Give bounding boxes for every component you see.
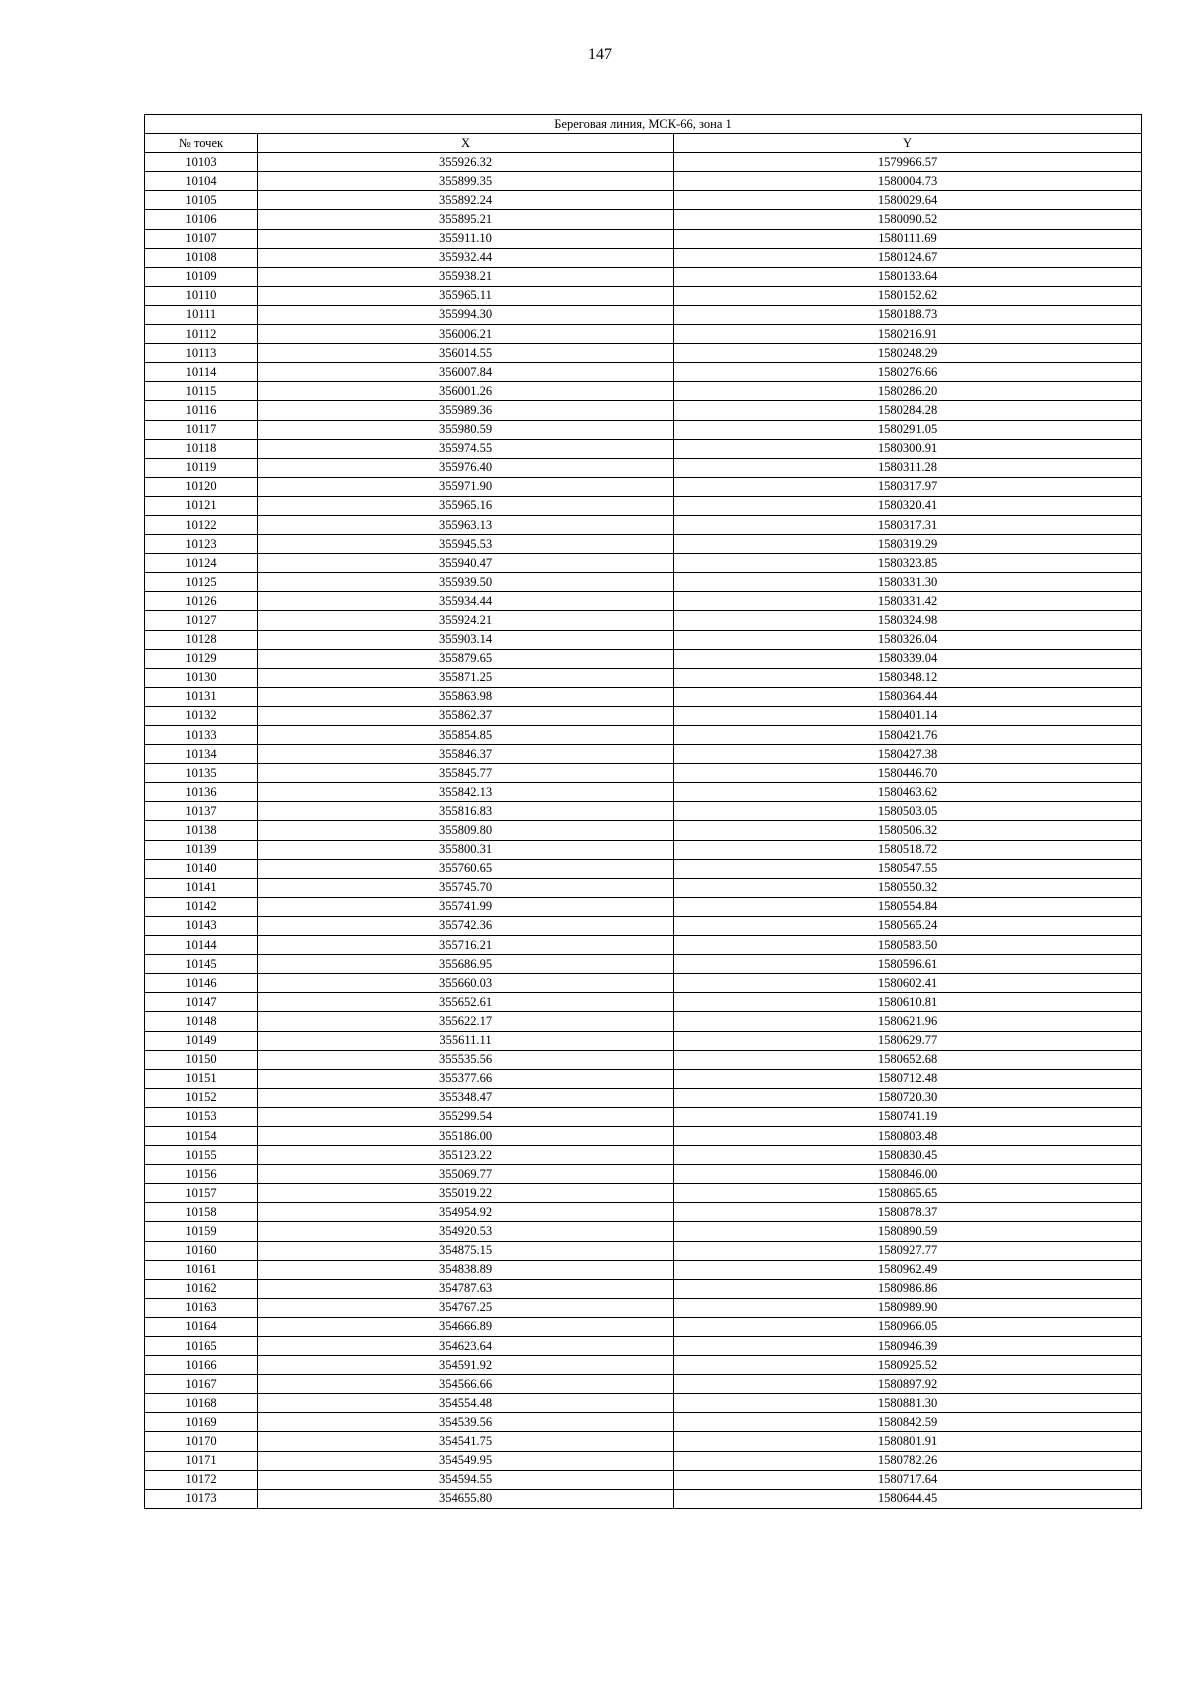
- point-number-cell: 10154: [145, 1126, 258, 1145]
- x-cell: 355123.22: [258, 1146, 674, 1165]
- y-cell: 1580878.37: [674, 1203, 1142, 1222]
- table-row: [145, 726, 1142, 745]
- table-row: [145, 1012, 1142, 1031]
- point-number-cell: 10156: [145, 1165, 258, 1184]
- point-number-cell: 10110: [145, 286, 258, 305]
- y-cell: 1580427.38: [674, 745, 1142, 764]
- x-cell: 355965.11: [258, 286, 674, 305]
- x-cell: 356007.84: [258, 363, 674, 382]
- y-cell: 1580741.19: [674, 1107, 1142, 1126]
- point-number-cell: 10150: [145, 1050, 258, 1069]
- point-number-cell: 10125: [145, 573, 258, 592]
- x-cell: 355742.36: [258, 916, 674, 935]
- x-cell: 355741.99: [258, 897, 674, 916]
- y-cell: 1580291.05: [674, 420, 1142, 439]
- x-cell: 355980.59: [258, 420, 674, 439]
- y-cell: 1580881.30: [674, 1394, 1142, 1413]
- y-cell: 1580596.61: [674, 955, 1142, 974]
- y-cell: 1580989.90: [674, 1298, 1142, 1317]
- table-row: [145, 764, 1142, 783]
- point-number-cell: 10120: [145, 477, 258, 496]
- x-cell: 355760.65: [258, 859, 674, 878]
- table-row: [145, 363, 1142, 382]
- y-cell: 1580319.29: [674, 535, 1142, 554]
- point-number-cell: 10109: [145, 267, 258, 286]
- table-row: [145, 477, 1142, 496]
- x-cell: 356001.26: [258, 382, 674, 401]
- x-cell: 355939.50: [258, 573, 674, 592]
- table-row: [145, 687, 1142, 706]
- table-row: [145, 554, 1142, 573]
- x-cell: 355938.21: [258, 267, 674, 286]
- table-row: [145, 535, 1142, 554]
- point-number-cell: 10162: [145, 1279, 258, 1298]
- table-caption: Береговая линия, МСК-66, зона 1: [145, 115, 1142, 134]
- y-cell: 1580421.76: [674, 726, 1142, 745]
- x-cell: 355377.66: [258, 1069, 674, 1088]
- table-row: [145, 1432, 1142, 1451]
- table-row: [145, 916, 1142, 935]
- x-cell: 355299.54: [258, 1107, 674, 1126]
- table-row: [145, 153, 1142, 172]
- point-number-cell: 10141: [145, 878, 258, 897]
- point-number-cell: 10142: [145, 897, 258, 916]
- y-cell: 1580503.05: [674, 802, 1142, 821]
- y-cell: 1580652.68: [674, 1050, 1142, 1069]
- y-cell: 1580004.73: [674, 172, 1142, 191]
- y-cell: 1580801.91: [674, 1432, 1142, 1451]
- x-cell: 355716.21: [258, 936, 674, 955]
- x-cell: 355686.95: [258, 955, 674, 974]
- x-cell: 355974.55: [258, 439, 674, 458]
- point-number-cell: 10135: [145, 764, 258, 783]
- table-row: [145, 172, 1142, 191]
- x-cell: 355895.21: [258, 210, 674, 229]
- point-number-cell: 10108: [145, 248, 258, 267]
- point-number-cell: 10146: [145, 974, 258, 993]
- table-row: [145, 210, 1142, 229]
- table-row: [145, 1050, 1142, 1069]
- table-row: [145, 1126, 1142, 1145]
- x-cell: 354591.92: [258, 1356, 674, 1375]
- x-cell: 355940.47: [258, 554, 674, 573]
- table-row: [145, 248, 1142, 267]
- y-cell: 1580962.49: [674, 1260, 1142, 1279]
- point-number-cell: 10166: [145, 1356, 258, 1375]
- y-cell: 1580946.39: [674, 1337, 1142, 1356]
- point-number-cell: 10136: [145, 783, 258, 802]
- y-cell: 1580276.66: [674, 363, 1142, 382]
- x-cell: 355622.17: [258, 1012, 674, 1031]
- point-number-cell: 10115: [145, 382, 258, 401]
- x-cell: 355535.56: [258, 1050, 674, 1069]
- point-number-cell: 10153: [145, 1107, 258, 1126]
- table-row: [145, 344, 1142, 363]
- x-cell: 354549.95: [258, 1451, 674, 1470]
- x-cell: 354666.89: [258, 1317, 674, 1336]
- point-number-cell: 10133: [145, 726, 258, 745]
- y-cell: 1580890.59: [674, 1222, 1142, 1241]
- table-row: [145, 1069, 1142, 1088]
- table-row: [145, 1317, 1142, 1336]
- point-number-cell: 10163: [145, 1298, 258, 1317]
- y-cell: 1580925.52: [674, 1356, 1142, 1375]
- y-cell: 1580331.30: [674, 573, 1142, 592]
- coordinates-table: [144, 114, 1142, 1509]
- table-row: [145, 955, 1142, 974]
- x-cell: 355963.13: [258, 515, 674, 534]
- point-number-cell: 10112: [145, 325, 258, 344]
- point-number-cell: 10170: [145, 1432, 258, 1451]
- point-number-cell: 10155: [145, 1146, 258, 1165]
- x-cell: 356006.21: [258, 325, 674, 344]
- y-cell: 1580712.48: [674, 1069, 1142, 1088]
- table-row: [145, 1146, 1142, 1165]
- table-row: [145, 1165, 1142, 1184]
- point-number-cell: 10126: [145, 592, 258, 611]
- x-cell: 355863.98: [258, 687, 674, 706]
- point-number-cell: 10105: [145, 191, 258, 210]
- y-cell: 1580317.97: [674, 477, 1142, 496]
- table-body: [145, 153, 1142, 1509]
- point-number-cell: 10169: [145, 1413, 258, 1432]
- x-cell: 354767.25: [258, 1298, 674, 1317]
- y-cell: 1580133.64: [674, 267, 1142, 286]
- point-number-cell: 10147: [145, 993, 258, 1012]
- y-cell: 1580090.52: [674, 210, 1142, 229]
- y-cell: 1580311.28: [674, 458, 1142, 477]
- table-row: [145, 1375, 1142, 1394]
- y-cell: 1580565.24: [674, 916, 1142, 935]
- table-row: [145, 1260, 1142, 1279]
- y-cell: 1580339.04: [674, 649, 1142, 668]
- table-row: [145, 706, 1142, 725]
- point-number-cell: 10143: [145, 916, 258, 935]
- x-cell: 355845.77: [258, 764, 674, 783]
- header-y: Y: [674, 134, 1142, 153]
- point-number-cell: 10122: [145, 515, 258, 534]
- point-number-cell: 10152: [145, 1088, 258, 1107]
- x-cell: 354539.56: [258, 1413, 674, 1432]
- point-number-cell: 10159: [145, 1222, 258, 1241]
- header-x: X: [258, 134, 674, 153]
- table-row: [145, 668, 1142, 687]
- y-cell: 1580348.12: [674, 668, 1142, 687]
- y-cell: 1580629.77: [674, 1031, 1142, 1050]
- point-number-cell: 10138: [145, 821, 258, 840]
- table-row: [145, 305, 1142, 324]
- y-cell: 1580842.59: [674, 1413, 1142, 1432]
- point-number-cell: 10123: [145, 535, 258, 554]
- x-cell: 356014.55: [258, 344, 674, 363]
- table-row: [145, 859, 1142, 878]
- table-row: [145, 1394, 1142, 1413]
- table-row: [145, 802, 1142, 821]
- page-number: 147: [588, 46, 612, 63]
- x-cell: 355976.40: [258, 458, 674, 477]
- x-cell: 355899.35: [258, 172, 674, 191]
- point-number-cell: 10131: [145, 687, 258, 706]
- point-number-cell: 10124: [145, 554, 258, 573]
- point-number-cell: 10113: [145, 344, 258, 363]
- table-row: [145, 1451, 1142, 1470]
- y-cell: 1580248.29: [674, 344, 1142, 363]
- y-cell: 1580621.96: [674, 1012, 1142, 1031]
- table-row: [145, 325, 1142, 344]
- y-cell: 1580331.42: [674, 592, 1142, 611]
- x-cell: 354655.80: [258, 1489, 674, 1508]
- x-cell: 354954.92: [258, 1203, 674, 1222]
- y-cell: 1580803.48: [674, 1126, 1142, 1145]
- table-row: [145, 401, 1142, 420]
- table-row: [145, 783, 1142, 802]
- point-number-cell: 10116: [145, 401, 258, 420]
- x-cell: 354566.66: [258, 1375, 674, 1394]
- y-cell: 1580602.41: [674, 974, 1142, 993]
- point-number-cell: 10117: [145, 420, 258, 439]
- table-row: [145, 1356, 1142, 1375]
- point-number-cell: 10127: [145, 611, 258, 630]
- x-cell: 355745.70: [258, 878, 674, 897]
- table-row: [145, 630, 1142, 649]
- x-cell: 355932.44: [258, 248, 674, 267]
- x-cell: 355911.10: [258, 229, 674, 248]
- point-number-cell: 10167: [145, 1375, 258, 1394]
- y-cell: 1580446.70: [674, 764, 1142, 783]
- table-row: [145, 1413, 1142, 1432]
- table-row: [145, 592, 1142, 611]
- table-row: [145, 439, 1142, 458]
- point-number-cell: 10161: [145, 1260, 258, 1279]
- x-cell: 355809.80: [258, 821, 674, 840]
- y-cell: 1580506.32: [674, 821, 1142, 840]
- y-cell: 1580830.45: [674, 1146, 1142, 1165]
- table-row: [145, 1489, 1142, 1508]
- y-cell: 1580323.85: [674, 554, 1142, 573]
- x-cell: 355652.61: [258, 993, 674, 1012]
- y-cell: 1580124.67: [674, 248, 1142, 267]
- point-number-cell: 10145: [145, 955, 258, 974]
- point-number-cell: 10158: [145, 1203, 258, 1222]
- y-cell: 1580720.30: [674, 1088, 1142, 1107]
- y-cell: 1580029.64: [674, 191, 1142, 210]
- point-number-cell: 10111: [145, 305, 258, 324]
- x-cell: 355816.83: [258, 802, 674, 821]
- y-cell: 1580152.62: [674, 286, 1142, 305]
- point-number-cell: 10173: [145, 1489, 258, 1508]
- point-number-cell: 10118: [145, 439, 258, 458]
- point-number-cell: 10121: [145, 496, 258, 515]
- x-cell: 354920.53: [258, 1222, 674, 1241]
- y-cell: 1580846.00: [674, 1165, 1142, 1184]
- point-number-cell: 10130: [145, 668, 258, 687]
- x-cell: 355846.37: [258, 745, 674, 764]
- point-number-cell: 10160: [145, 1241, 258, 1260]
- y-cell: 1580717.64: [674, 1470, 1142, 1489]
- table-row: [145, 1279, 1142, 1298]
- point-number-cell: 10107: [145, 229, 258, 248]
- table-row: [145, 515, 1142, 534]
- point-number-cell: 10144: [145, 936, 258, 955]
- point-number-cell: 10129: [145, 649, 258, 668]
- x-cell: 355892.24: [258, 191, 674, 210]
- point-number-cell: 10148: [145, 1012, 258, 1031]
- table-row: [145, 1222, 1142, 1241]
- y-cell: 1580284.28: [674, 401, 1142, 420]
- x-cell: 354541.75: [258, 1432, 674, 1451]
- point-number-cell: 10168: [145, 1394, 258, 1413]
- x-cell: 355842.13: [258, 783, 674, 802]
- point-number-cell: 10104: [145, 172, 258, 191]
- point-number-cell: 10164: [145, 1317, 258, 1336]
- header-point-number: № точек: [145, 134, 258, 153]
- x-cell: 355934.44: [258, 592, 674, 611]
- x-cell: 355879.65: [258, 649, 674, 668]
- point-number-cell: 10139: [145, 840, 258, 859]
- point-number-cell: 10128: [145, 630, 258, 649]
- table-row: [145, 420, 1142, 439]
- table-row: [145, 1337, 1142, 1356]
- y-cell: 1580966.05: [674, 1317, 1142, 1336]
- table-row: [145, 840, 1142, 859]
- table-row: [145, 382, 1142, 401]
- y-cell: 1580782.26: [674, 1451, 1142, 1470]
- table-row: [145, 897, 1142, 916]
- table-row: [145, 649, 1142, 668]
- point-number-cell: 10165: [145, 1337, 258, 1356]
- point-number-cell: 10134: [145, 745, 258, 764]
- x-cell: 355903.14: [258, 630, 674, 649]
- y-cell: 1580300.91: [674, 439, 1142, 458]
- x-cell: 355989.36: [258, 401, 674, 420]
- x-cell: 355971.90: [258, 477, 674, 496]
- table-row: [145, 993, 1142, 1012]
- table-row: [145, 267, 1142, 286]
- x-cell: 354875.15: [258, 1241, 674, 1260]
- table-row: [145, 745, 1142, 764]
- table-row: [145, 1241, 1142, 1260]
- x-cell: 355019.22: [258, 1184, 674, 1203]
- x-cell: 355945.53: [258, 535, 674, 554]
- x-cell: 355862.37: [258, 706, 674, 725]
- table-header-row: [145, 134, 1142, 153]
- table-row: [145, 229, 1142, 248]
- y-cell: 1580986.86: [674, 1279, 1142, 1298]
- x-cell: 355348.47: [258, 1088, 674, 1107]
- table-row: [145, 1107, 1142, 1126]
- x-cell: 355069.77: [258, 1165, 674, 1184]
- point-number-cell: 10103: [145, 153, 258, 172]
- table-row: [145, 821, 1142, 840]
- table-row: [145, 878, 1142, 897]
- point-number-cell: 10151: [145, 1069, 258, 1088]
- x-cell: 355965.16: [258, 496, 674, 515]
- x-cell: 355800.31: [258, 840, 674, 859]
- y-cell: 1580324.98: [674, 611, 1142, 630]
- table-row: [145, 1088, 1142, 1107]
- y-cell: 1580518.72: [674, 840, 1142, 859]
- x-cell: 355871.25: [258, 668, 674, 687]
- x-cell: 355924.21: [258, 611, 674, 630]
- table-row: [145, 1298, 1142, 1317]
- table-row: [145, 974, 1142, 993]
- y-cell: 1580927.77: [674, 1241, 1142, 1260]
- x-cell: 355660.03: [258, 974, 674, 993]
- point-number-cell: 10149: [145, 1031, 258, 1050]
- y-cell: 1580320.41: [674, 496, 1142, 515]
- y-cell: 1580364.44: [674, 687, 1142, 706]
- y-cell: 1580216.91: [674, 325, 1142, 344]
- point-number-cell: 10171: [145, 1451, 258, 1470]
- x-cell: 355186.00: [258, 1126, 674, 1145]
- x-cell: 355611.11: [258, 1031, 674, 1050]
- table-row: [145, 286, 1142, 305]
- y-cell: 1580317.31: [674, 515, 1142, 534]
- x-cell: 354554.48: [258, 1394, 674, 1413]
- y-cell: 1580111.69: [674, 229, 1142, 248]
- y-cell: 1580550.32: [674, 878, 1142, 897]
- y-cell: 1580644.45: [674, 1489, 1142, 1508]
- table-row: [145, 1184, 1142, 1203]
- table-row: [145, 1470, 1142, 1489]
- table-row: [145, 573, 1142, 592]
- table-row: [145, 1031, 1142, 1050]
- point-number-cell: 10119: [145, 458, 258, 477]
- x-cell: 355994.30: [258, 305, 674, 324]
- y-cell: 1580897.92: [674, 1375, 1142, 1394]
- x-cell: 354787.63: [258, 1279, 674, 1298]
- table-row: [145, 611, 1142, 630]
- y-cell: 1580401.14: [674, 706, 1142, 725]
- y-cell: 1580547.55: [674, 859, 1142, 878]
- table-row: [145, 458, 1142, 477]
- y-cell: 1580610.81: [674, 993, 1142, 1012]
- point-number-cell: 10137: [145, 802, 258, 821]
- point-number-cell: 10114: [145, 363, 258, 382]
- y-cell: 1580326.04: [674, 630, 1142, 649]
- y-cell: 1580463.62: [674, 783, 1142, 802]
- x-cell: 354623.64: [258, 1337, 674, 1356]
- point-number-cell: 10106: [145, 210, 258, 229]
- y-cell: 1580286.20: [674, 382, 1142, 401]
- point-number-cell: 10132: [145, 706, 258, 725]
- y-cell: 1580865.65: [674, 1184, 1142, 1203]
- x-cell: 355926.32: [258, 153, 674, 172]
- x-cell: 354594.55: [258, 1470, 674, 1489]
- table-row: [145, 191, 1142, 210]
- y-cell: 1579966.57: [674, 153, 1142, 172]
- table-row: [145, 1203, 1142, 1222]
- y-cell: 1580583.50: [674, 936, 1142, 955]
- point-number-cell: 10157: [145, 1184, 258, 1203]
- table-row: [145, 936, 1142, 955]
- x-cell: 355854.85: [258, 726, 674, 745]
- y-cell: 1580554.84: [674, 897, 1142, 916]
- x-cell: 354838.89: [258, 1260, 674, 1279]
- table-row: [145, 496, 1142, 515]
- point-number-cell: 10140: [145, 859, 258, 878]
- y-cell: 1580188.73: [674, 305, 1142, 324]
- point-number-cell: 10172: [145, 1470, 258, 1489]
